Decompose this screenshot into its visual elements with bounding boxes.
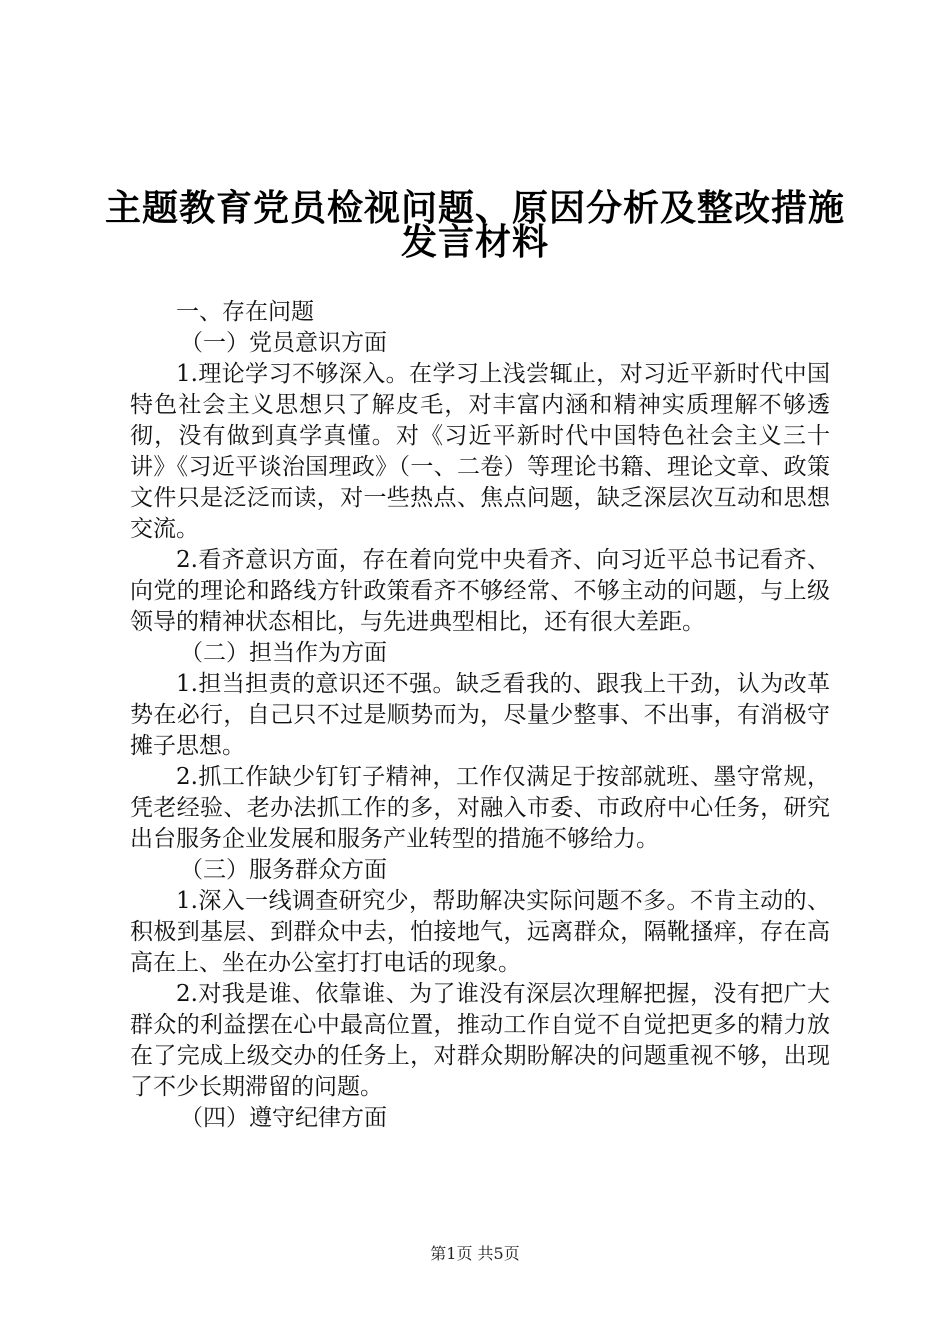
section-heading-problems: 一、存在问题 [176,299,314,325]
paragraph-alignment-awareness: 2.看齐意识方面，存在着向党中央看齐、向习近平总书记看齐、向党的理论和路线方针政策看齐不够经常、不够主动的问题，与上级领导的精神状态相比，与先进典型相比，还有很大差距。 [130,547,830,635]
subsection-heading-responsibility: （二）担当作为方面 [180,640,387,666]
subsection-heading-party-awareness: （一）党员意识方面 [180,330,387,356]
document-body [130,297,830,1134]
paragraph-field-research: 1.深入一线调查研究少，帮助解决实际问题不多。不肯主动的、积极到基层、到群众中去，怕接地气，远离群众，隔靴搔痒，存在高高在上、坐在办公室打打电话的现象。 [130,888,830,976]
document-title-line-1: 主题教育党员检视问题、原因分析及整改措施 [104,187,845,229]
subsection-heading-serving-masses: （三）服务群众方面 [180,857,387,883]
paragraph-responsibility-awareness: 1.担当担责的意识还不强。缺乏看我的、跟我上干劲，认为改革势在必行，自己只不过是顺势而为，尽量少整事、不出事，有消极守摊子思想。 [130,671,830,759]
page-number-footer: 第1页 共5页 [430,1244,520,1263]
subsection-heading-discipline: （四）遵守纪律方面 [180,1105,387,1131]
paragraph-theory-study: 1.理论学习不够深入。在学习上浅尝辄止，对习近平新时代中国特色社会主义思想只了解皮毛，对丰富内涵和精神实质理解不够透彻，没有做到真学真懂。对《习近平新时代中国特色社会主义三十讲》《习近平谈治国理政》（一、二卷）等理论书籍、理论文章、政策文件只是泛泛而读，对一些热点、焦点问题，缺乏深层次互动和思想交流。 [130,361,830,542]
document-title-line-2: 发言材料 [400,221,549,263]
paragraph-work-spirit: 2.抓工作缺少钉钉子精神，工作仅满足于按部就班、墨守常规，凭老经验、老办法抓工作的多，对融入市委、市政府中心任务，研究出台服务企业发展和服务产业转型的措施不够给力。 [130,764,830,852]
paragraph-masses-interests: 2.对我是谁、依靠谁、为了谁没有深层次理解把握，没有把广大群众的利益摆在心中最高位置，推动工作自觉不自觉把更多的精力放在了完成上级交办的任务上，对群众期盼解决的问题重视不够，出现了不少长期滞留的问题。 [130,981,830,1100]
